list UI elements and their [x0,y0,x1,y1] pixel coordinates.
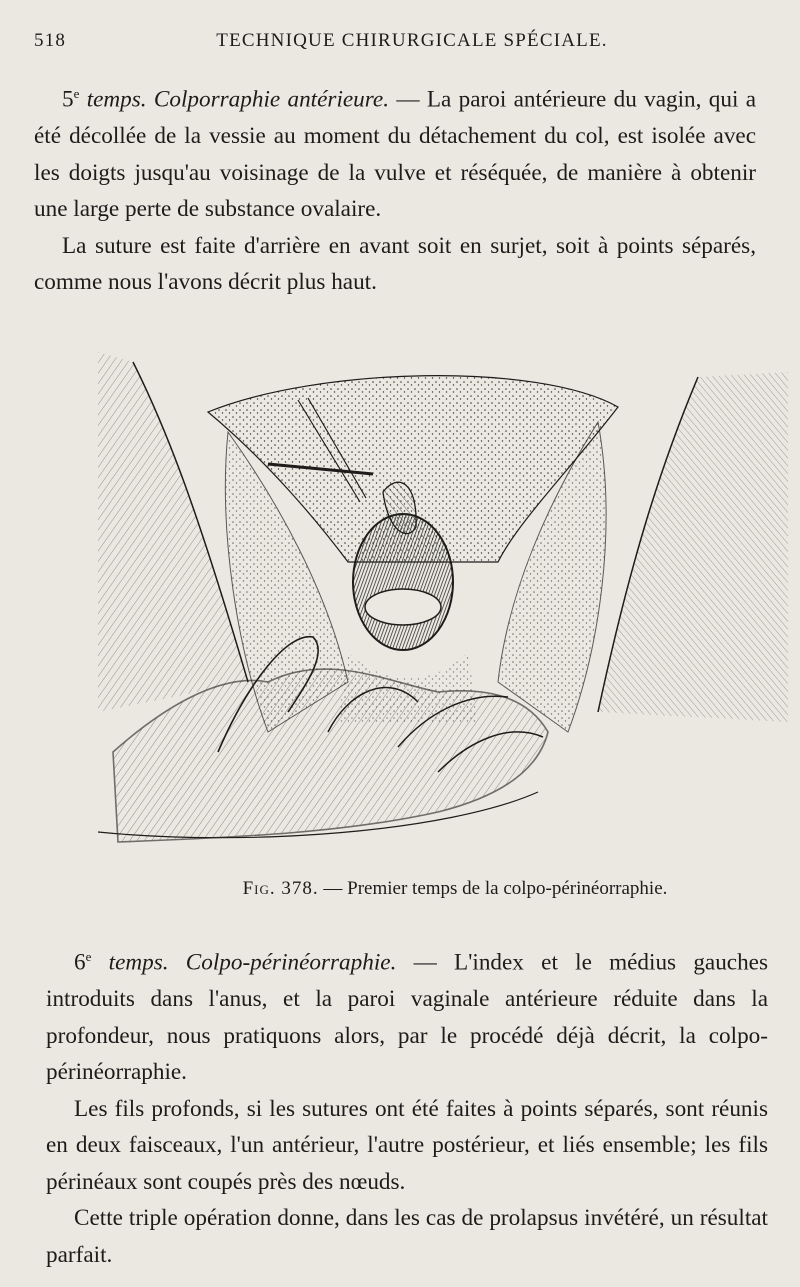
running-title: TECHNIQUE CHIRURGICALE SPÉCIALE. [216,30,608,51]
page-number: 518 [34,30,67,51]
figure-caption-text: — Premier temps de la colpo-périnéorraphie. [318,878,668,899]
section-6-text [46,939,768,1273]
engraving-drawing [98,352,788,862]
paragraph-body: — La paroi antérieure du vagin, qui a été décollée de la vessie au moment du détachement du col, est isolée avec les doigts jusqu'au voisinage de la vulve et réséquée, de manière à obtenir une large perte de substance ovalaire. [34,86,757,223]
section-5-paragraph-2: La suture est faite d'arrière en avant soit en surjet, soit à points séparés, comme nous l'avons décrit plus haut. [34,232,756,296]
page-header [34,30,770,60]
section-6-paragraph-1 [46,939,768,1091]
step-suffix: e [73,86,80,101]
section-5-paragraph-1 [34,76,756,228]
figure-caption [125,878,785,900]
figure-label: Fig. 378. [242,878,319,899]
step-number: 5 [62,86,74,113]
section-6-paragraph-2: Les fils profonds, si les sutures ont été faites à points séparés, sont réunis en deux faisceaux, l'un antérieur, l'autre postérieur, et liés ensemble; les fils périnéaux sont coupés près des nœuds. [46,1095,768,1195]
step-title: temps. Colpo-périnéorraphie. [108,949,397,976]
step-suffix: e [85,949,92,964]
step-title: temps. Colporraphie antérieure. [86,86,390,113]
paragraph-body: — L'index et le médius gauches introduits dans l'anus, et la paroi vaginale antérieure réduite dans la profondeur, nous pratiquons alors, par le procédé déjà décrit, la colpo-périnéorraphie. [46,949,769,1086]
section-5-text [34,76,756,301]
step-number: 6 [74,949,86,976]
surgical-illustration [98,352,788,862]
section-6-paragraph-3: Cette triple opération donne, dans les cas de prolapsus invétéré, un résultat parfait. [46,1205,768,1268]
